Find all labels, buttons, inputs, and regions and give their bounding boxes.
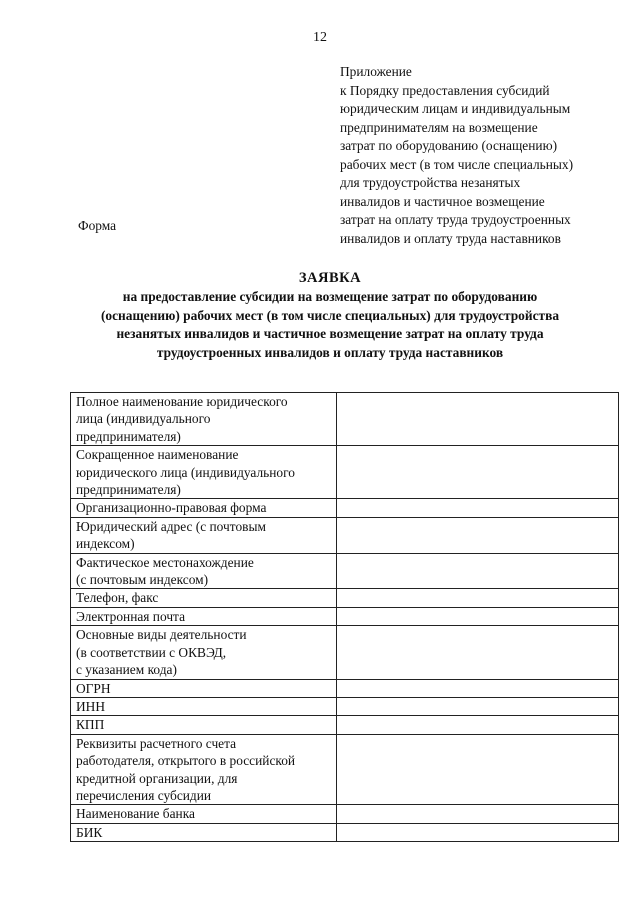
- title-block: [60, 268, 600, 362]
- field-label-line: с указанием кода): [76, 662, 177, 678]
- table-row: [71, 805, 619, 823]
- field-value-cell[interactable]: [337, 446, 619, 499]
- field-label-line: БИК: [76, 824, 103, 840]
- table-row: [71, 517, 619, 553]
- field-label-cell: [71, 553, 337, 589]
- field-label-cell: [71, 626, 337, 679]
- field-label-line: Сокращенное наименование: [76, 447, 239, 463]
- field-label-cell: [71, 517, 337, 553]
- field-label-line: ИНН: [76, 698, 106, 714]
- field-label-cell: [71, 589, 337, 607]
- field-label-cell: [71, 446, 337, 499]
- field-label-line: ОГРН: [76, 680, 111, 696]
- appendix-line: к Порядку предоставления субсидий: [340, 82, 550, 98]
- field-label-cell: [71, 499, 337, 517]
- field-label-line: работодателя, открытого в российской: [76, 753, 296, 769]
- application-table: [70, 392, 619, 842]
- appendix-line: затрат на оплату труда трудоустроенных: [340, 212, 571, 227]
- table-row: [71, 589, 619, 607]
- field-value-cell[interactable]: [337, 679, 619, 697]
- field-value-cell[interactable]: [337, 499, 619, 517]
- appendix-line: предпринимателям на возмещение: [340, 119, 538, 135]
- field-label-line: (в соответствии с ОКВЭД,: [76, 644, 227, 660]
- field-label-cell: [71, 393, 337, 446]
- field-label-line: Фактическое местонахождение: [76, 554, 254, 570]
- field-label-line: Реквизиты расчетного счета: [76, 735, 237, 751]
- field-label-cell: [71, 823, 337, 841]
- field-value-cell[interactable]: [337, 626, 619, 679]
- field-label-line: индексом): [76, 536, 135, 552]
- field-value-cell[interactable]: [337, 553, 619, 589]
- subtitle-line: незанятых инвалидов и частичное возмещение затрат на оплату труда: [116, 326, 544, 341]
- table-row: [71, 446, 619, 499]
- field-value-cell[interactable]: [337, 805, 619, 823]
- field-value-cell[interactable]: [337, 823, 619, 841]
- field-label-line: предпринимателя): [76, 482, 181, 498]
- field-label-line: Юридический адрес (с почтовым: [76, 518, 266, 534]
- field-label-cell: [71, 716, 337, 734]
- appendix-line: инвалидов и частичное возмещение: [340, 193, 545, 209]
- field-value-cell[interactable]: [337, 697, 619, 715]
- document-subtitle: [60, 288, 600, 362]
- field-label-line: КПП: [76, 717, 105, 733]
- field-value-cell[interactable]: [337, 517, 619, 553]
- subtitle-line: (оснащению) рабочих мест (в том числе специальных) для трудоустройства: [100, 307, 560, 323]
- table-row: [71, 697, 619, 715]
- table-row: [71, 607, 619, 625]
- field-label-line: перечисления субсидии: [76, 787, 212, 803]
- field-label-line: юридического лица (индивидуального: [76, 464, 295, 480]
- table-row: [71, 716, 619, 734]
- appendix-line: для трудоустройства незанятых: [340, 175, 521, 190]
- appendix-line: Приложение: [340, 64, 412, 79]
- field-value-cell[interactable]: [337, 393, 619, 446]
- field-label-line: Электронная почта: [76, 608, 186, 624]
- field-label-cell: [71, 607, 337, 625]
- document-title: ЗАЯВКА: [298, 270, 362, 286]
- appendix-note: [340, 63, 630, 248]
- form-label: Форма: [78, 218, 117, 233]
- table-row: [71, 626, 619, 679]
- field-value-cell[interactable]: [337, 716, 619, 734]
- table-row: [71, 679, 619, 697]
- table-row: [71, 499, 619, 517]
- table-row: [71, 553, 619, 589]
- field-label-cell: [71, 805, 337, 823]
- field-value-cell[interactable]: [337, 607, 619, 625]
- field-value-cell[interactable]: [337, 734, 619, 805]
- field-label-line: (с почтовым индексом): [76, 572, 209, 588]
- field-label-line: лица (индивидуального: [76, 411, 211, 427]
- page-number: 12: [313, 30, 327, 45]
- appendix-line: юридическим лицам и индивидуальным: [340, 101, 571, 116]
- field-label-line: Полное наименование юридического: [76, 394, 288, 409]
- table-row: [71, 734, 619, 805]
- field-label-cell: [71, 697, 337, 715]
- field-label-cell: [71, 679, 337, 697]
- subtitle-line: трудоустроенных инвалидов и оплату труда наставников: [156, 344, 504, 360]
- table-row: [71, 823, 619, 841]
- appendix-line: затрат по оборудованию (оснащению): [340, 138, 558, 153]
- subtitle-line: на предоставление субсидии на возмещение затрат по оборудованию: [122, 289, 538, 304]
- field-label-line: Наименование банка: [76, 806, 195, 822]
- field-value-cell[interactable]: [337, 589, 619, 607]
- table-row: [71, 393, 619, 446]
- field-label-cell: [71, 734, 337, 805]
- field-label-line: Организационно-правовая форма: [76, 500, 267, 516]
- field-label-line: Телефон, факс: [76, 590, 159, 606]
- field-label-line: предпринимателя): [76, 428, 181, 444]
- field-label-line: Основные виды деятельности: [76, 627, 247, 643]
- field-label-line: кредитной организации, для: [76, 770, 238, 786]
- appendix-line: рабочих мест (в том числе специальных): [340, 156, 574, 172]
- appendix-line: инвалидов и оплату труда наставников: [340, 230, 561, 246]
